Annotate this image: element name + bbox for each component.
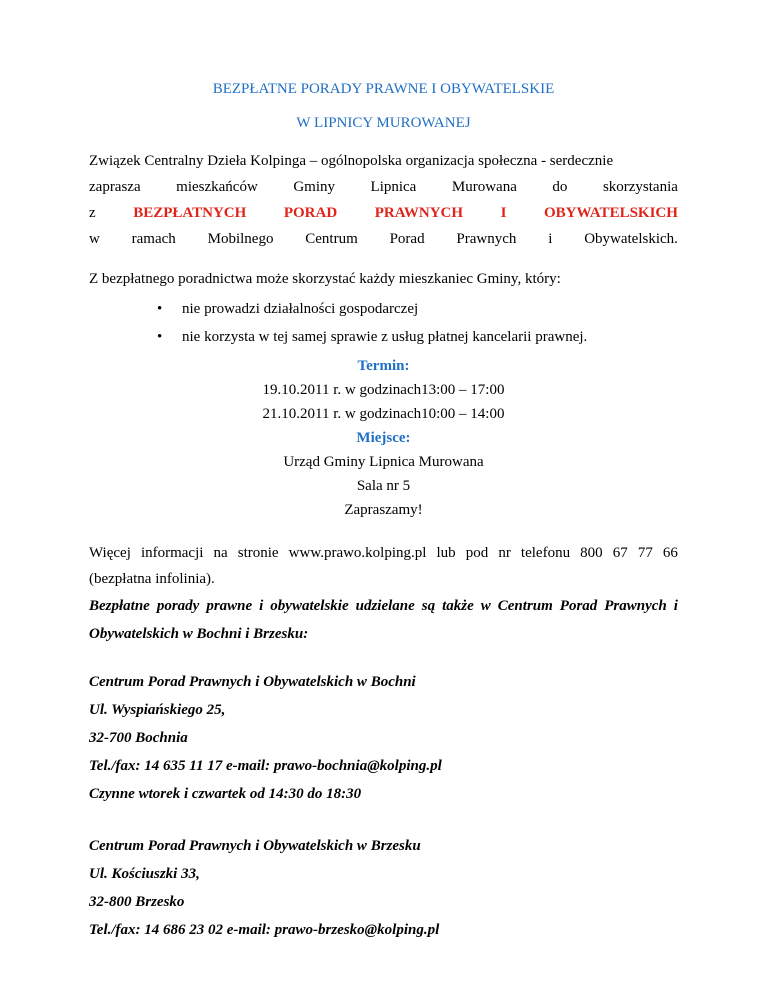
more-word: telefonu: [520, 545, 571, 561]
more-word: 67: [612, 545, 628, 561]
note-word: Porad: [559, 598, 598, 614]
note-word: porady: [156, 598, 200, 614]
note-word: Centrum: [497, 598, 553, 614]
more-info-line-1: [89, 540, 678, 566]
termin-label: Termin:: [357, 358, 410, 374]
intro-word: Porad: [389, 231, 425, 247]
title-line-1: BEZPŁATNE PORADY PRAWNE I OBYWATELSKIE: [212, 81, 555, 97]
note-word: w: [480, 598, 491, 614]
more-info-paragraph: [89, 540, 678, 592]
more-word: informacji: [140, 545, 204, 561]
more-word: stronie: [237, 545, 279, 561]
office-hours: Czynne wtorek i czwartek od 14:30 do 18:30: [89, 786, 362, 802]
intro-line-2: [89, 174, 678, 200]
intro-word: skorzystania: [602, 179, 678, 195]
office-name: Centrum Porad Prawnych i Obywatelskich w Brzesku: [89, 838, 421, 854]
intro-line-1: [89, 148, 678, 174]
title-line-2: W LIPNICY MUROWANEJ: [296, 115, 471, 131]
office-city: 32-800 Brzesko: [89, 894, 185, 910]
note-word: prawne: [206, 598, 253, 614]
note-word: Bezpłatne: [89, 598, 150, 614]
intro-word: z: [89, 205, 96, 221]
note-word: i: [259, 598, 264, 614]
office-bochnia: [89, 668, 678, 808]
more-word: 800: [580, 545, 603, 561]
intro-word: Obywatelskich.: [584, 231, 678, 247]
office-contact: Tel./fax: 14 686 23 02 e-mail: prawo-brzesko@kolping.pl: [89, 922, 440, 938]
emphasis-word: I: [500, 205, 507, 221]
intro-paragraph: [89, 148, 678, 252]
note-word: Prawnych: [604, 598, 667, 614]
emphasis-word: BEZPŁATNYCH: [133, 205, 247, 221]
condition-text: nie korzysta w tej samej sprawie z usług płatnej kancelarii prawnej.: [182, 329, 588, 345]
more-word: nr: [498, 545, 511, 561]
schedule-block: [89, 354, 678, 522]
intro-word: Murowana: [451, 179, 517, 195]
list-item: [89, 324, 678, 350]
office-street: Ul. Kościuszki 33,: [89, 866, 200, 882]
office-contact: Tel./fax: 14 635 11 17 e-mail: prawo-bochnia@kolping.pl: [89, 758, 442, 774]
intro-word: Mobilnego: [207, 231, 274, 247]
note-word: udzielane: [355, 598, 415, 614]
miejsce-line-2: Sala nr 5: [356, 478, 411, 494]
office-city: 32-700 Bochnia: [89, 730, 188, 746]
invite-text: Zapraszamy!: [344, 502, 423, 518]
termin-date-1: 19.10.2011 r. w godzinach13:00 – 17:00: [262, 382, 505, 398]
bullet-icon: •: [157, 329, 163, 345]
website-link[interactable]: www.prawo.kolping.pl: [288, 545, 427, 561]
intro-line-4: [89, 226, 678, 252]
office-brzesko: [89, 832, 678, 944]
note-word: i: [673, 598, 678, 614]
intro-word: w: [89, 231, 100, 247]
bullet-icon: •: [157, 301, 163, 317]
intro-word: Gminy: [293, 179, 335, 195]
intro-word: Centrum: [305, 231, 358, 247]
emphasis-word: PRAWNYCH: [374, 205, 464, 221]
more-info-line-2: (bezpłatna infolinia).: [89, 571, 215, 587]
note-word: także: [442, 598, 474, 614]
note-paragraph: [89, 592, 678, 648]
more-word: 77: [637, 545, 653, 561]
note-line-2: Obywatelskich w Bochni i Brzesku:: [89, 626, 309, 642]
more-word: lub: [436, 545, 456, 561]
intro-word: mieszkańców: [176, 179, 258, 195]
note-word: obywatelskie: [270, 598, 349, 614]
emphasis-word: PORAD: [283, 205, 338, 221]
more-word: 66: [662, 545, 678, 561]
intro-line-1-text: Związek Centralny Dzieła Kolpinga – ogólnopolska organizacja społeczna - serdecznie: [89, 153, 614, 169]
intro-word: Lipnica: [370, 179, 417, 195]
more-word: pod: [465, 545, 489, 561]
intro-line-3: [89, 200, 678, 226]
conditions-list: [89, 296, 678, 350]
more-word: Więcej: [89, 545, 131, 561]
office-street: Ul. Wyspiańskiego 25,: [89, 702, 226, 718]
note-word: są: [421, 598, 436, 614]
intro-word: i: [548, 231, 553, 247]
termin-date-2: 21.10.2011 r. w godzinach10:00 – 14:00: [262, 406, 505, 422]
intro-word: do: [552, 179, 568, 195]
intro-word: zaprasza: [89, 179, 141, 195]
note-line-1: [89, 592, 678, 620]
document-body: [89, 80, 678, 944]
eligibility-text: Z bezpłatnego poradnictwa może skorzystać każdy mieszkaniec Gminy, który:: [89, 271, 561, 287]
condition-text: nie prowadzi działalności gospodarczej: [182, 301, 419, 317]
miejsce-line-1: Urząd Gminy Lipnica Murowana: [283, 454, 484, 470]
more-word: na: [213, 545, 228, 561]
miejsce-label: Miejsce:: [356, 430, 411, 446]
office-name: Centrum Porad Prawnych i Obywatelskich w Bochni: [89, 674, 416, 690]
list-item: [89, 296, 678, 322]
emphasis-word: OBYWATELSKICH: [544, 205, 678, 221]
intro-word: ramach: [131, 231, 176, 247]
intro-word: Prawnych: [456, 231, 517, 247]
